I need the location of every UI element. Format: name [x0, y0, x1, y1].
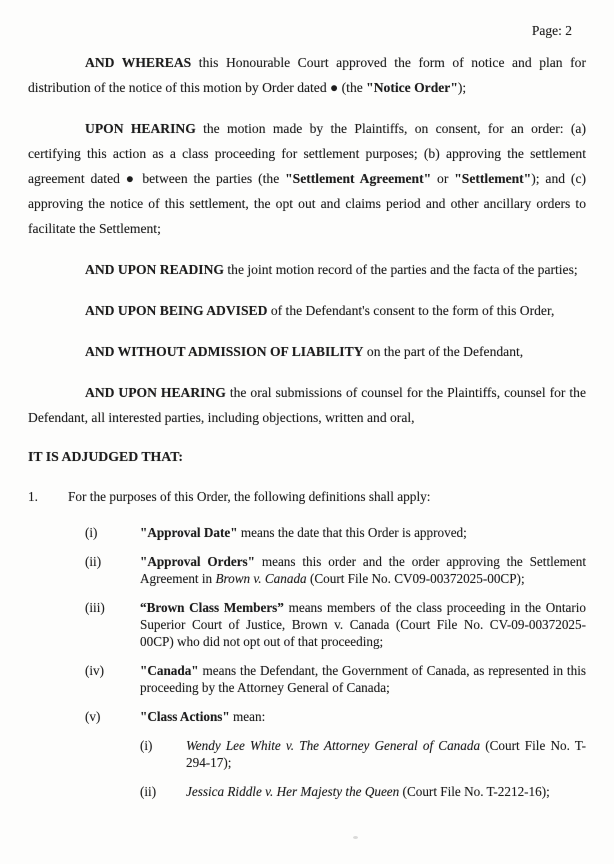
- case-name: Brown v. Canada: [215, 571, 307, 586]
- definition-label: (v): [85, 709, 101, 724]
- definition-text: [140, 599, 586, 650]
- scan-artifact-dot: [353, 836, 358, 839]
- case-name: Wendy Lee White v. The Attorney General of Canada: [186, 738, 481, 753]
- text-run: or: [431, 171, 455, 186]
- definition-label: (iii): [85, 600, 105, 615]
- defined-term: "Class Actions": [140, 709, 230, 724]
- definition-label: (iv): [85, 663, 105, 678]
- text-run: the oral submissions of counsel for the Plaintiffs, counsel for the Defendant, all interested parties, including objections, written and oral,: [28, 385, 586, 425]
- adjudged-heading: IT IS ADJUDGED THAT:: [28, 449, 183, 464]
- case-name: Jessica Riddle v. Her Majesty the Queen: [186, 784, 400, 799]
- definition-text: [140, 524, 586, 541]
- text-run: the joint motion record of the parties and the facta of the parties;: [223, 262, 578, 277]
- page-number-label: Page: 2: [531, 23, 572, 38]
- text-run-bold: UPON HEARING: [85, 121, 196, 136]
- definition-text: [140, 708, 586, 800]
- definition-approval-date: [85, 524, 586, 541]
- sub-item-white-v-agc: [140, 737, 586, 771]
- text-run-bold: AND WHEREAS: [85, 55, 192, 70]
- text-run: (Court File No. CV09-00372025-00CP);: [306, 571, 525, 586]
- definition-label: (ii): [85, 554, 102, 569]
- definition-canada: [85, 662, 586, 696]
- definition-text: [140, 553, 586, 587]
- text-run: of the Defendant's consent to the form of this Order,: [267, 303, 555, 318]
- defined-term: "Settlement Agreement": [285, 171, 432, 186]
- defined-term: "Approval Orders": [140, 554, 256, 569]
- sub-item-label: (ii): [140, 784, 157, 799]
- text-run: means the Defendant, the Government of Canada, as represented in this proceeding by the Attorney General of Canada;: [140, 663, 586, 695]
- text-run: (Court File No. T-2212-16);: [399, 784, 550, 799]
- item-text: For the purposes of this Order, the following definitions shall apply:: [68, 489, 431, 504]
- definition-brown-class-members: [85, 599, 586, 650]
- definition-class-actions: [85, 708, 586, 800]
- paragraph-and-whereas: [28, 50, 586, 100]
- definitions-list: [85, 524, 586, 800]
- text-run-bold: AND WITHOUT ADMISSION OF LIABILITY: [85, 344, 364, 359]
- defined-term: "Notice Order": [366, 80, 458, 95]
- paragraph-being-advised: [28, 298, 586, 323]
- sub-item-text: [186, 783, 586, 800]
- definition-label: (i): [85, 525, 98, 540]
- paragraph-upon-hearing-motion: [28, 116, 586, 241]
- text-run: );: [457, 80, 467, 95]
- text-run-bold: AND UPON HEARING: [85, 385, 226, 400]
- text-run: means the date that this Order is approved;: [237, 525, 467, 540]
- sub-item-riddle-v-queen: [140, 783, 586, 800]
- defined-term: "Canada": [140, 663, 199, 678]
- text-run-bold: AND UPON READING: [85, 262, 224, 277]
- defined-term: “Brown Class Members”: [140, 600, 284, 615]
- paragraph-without-admission: [28, 339, 586, 364]
- paragraph-upon-reading: [28, 257, 586, 282]
- text-run: on the part of the Defendant,: [363, 344, 524, 359]
- sub-item-label: (i): [140, 738, 153, 753]
- definition-approval-orders: [85, 553, 586, 587]
- defined-term: "Approval Date": [140, 525, 238, 540]
- text-run: this Honourable Court approved the form of notice and plan for distribution of the notice of this motion by Order dated ● (the: [28, 55, 586, 95]
- order-item-1: [28, 488, 586, 505]
- text-run: ); and (c) approving the notice of this settlement, the opt out and claims period and other ancillary orders to facilitate the Settlement;: [28, 171, 586, 236]
- item-number: 1.: [28, 489, 38, 504]
- text-run: means members of the class proceeding in the Ontario Superior Court of Justice, Brown v. Canada (Court File No. CV-09-00372025-00CP) who did not opt out of that proceeding;: [140, 600, 586, 649]
- text-run: mean:: [229, 709, 266, 724]
- text-run: the motion made by the Plaintiffs, on consent, for an order: (a) certifying this action as a class proceeding for settlement purposes; (b) approving the settlement agreement dated ● between the parties (the: [28, 121, 586, 186]
- text-run: means this order and the order approving the Settlement Agreement in: [140, 554, 586, 586]
- text-run-bold: AND UPON BEING ADVISED: [85, 303, 268, 318]
- definition-lead-line: [140, 708, 586, 725]
- paragraph-upon-hearing-submissions: [28, 380, 586, 430]
- defined-term: "Settlement": [454, 171, 532, 186]
- definition-text: [140, 662, 586, 696]
- sub-item-text: [186, 737, 586, 771]
- text-run: (Court File No. T-294-17);: [186, 738, 587, 770]
